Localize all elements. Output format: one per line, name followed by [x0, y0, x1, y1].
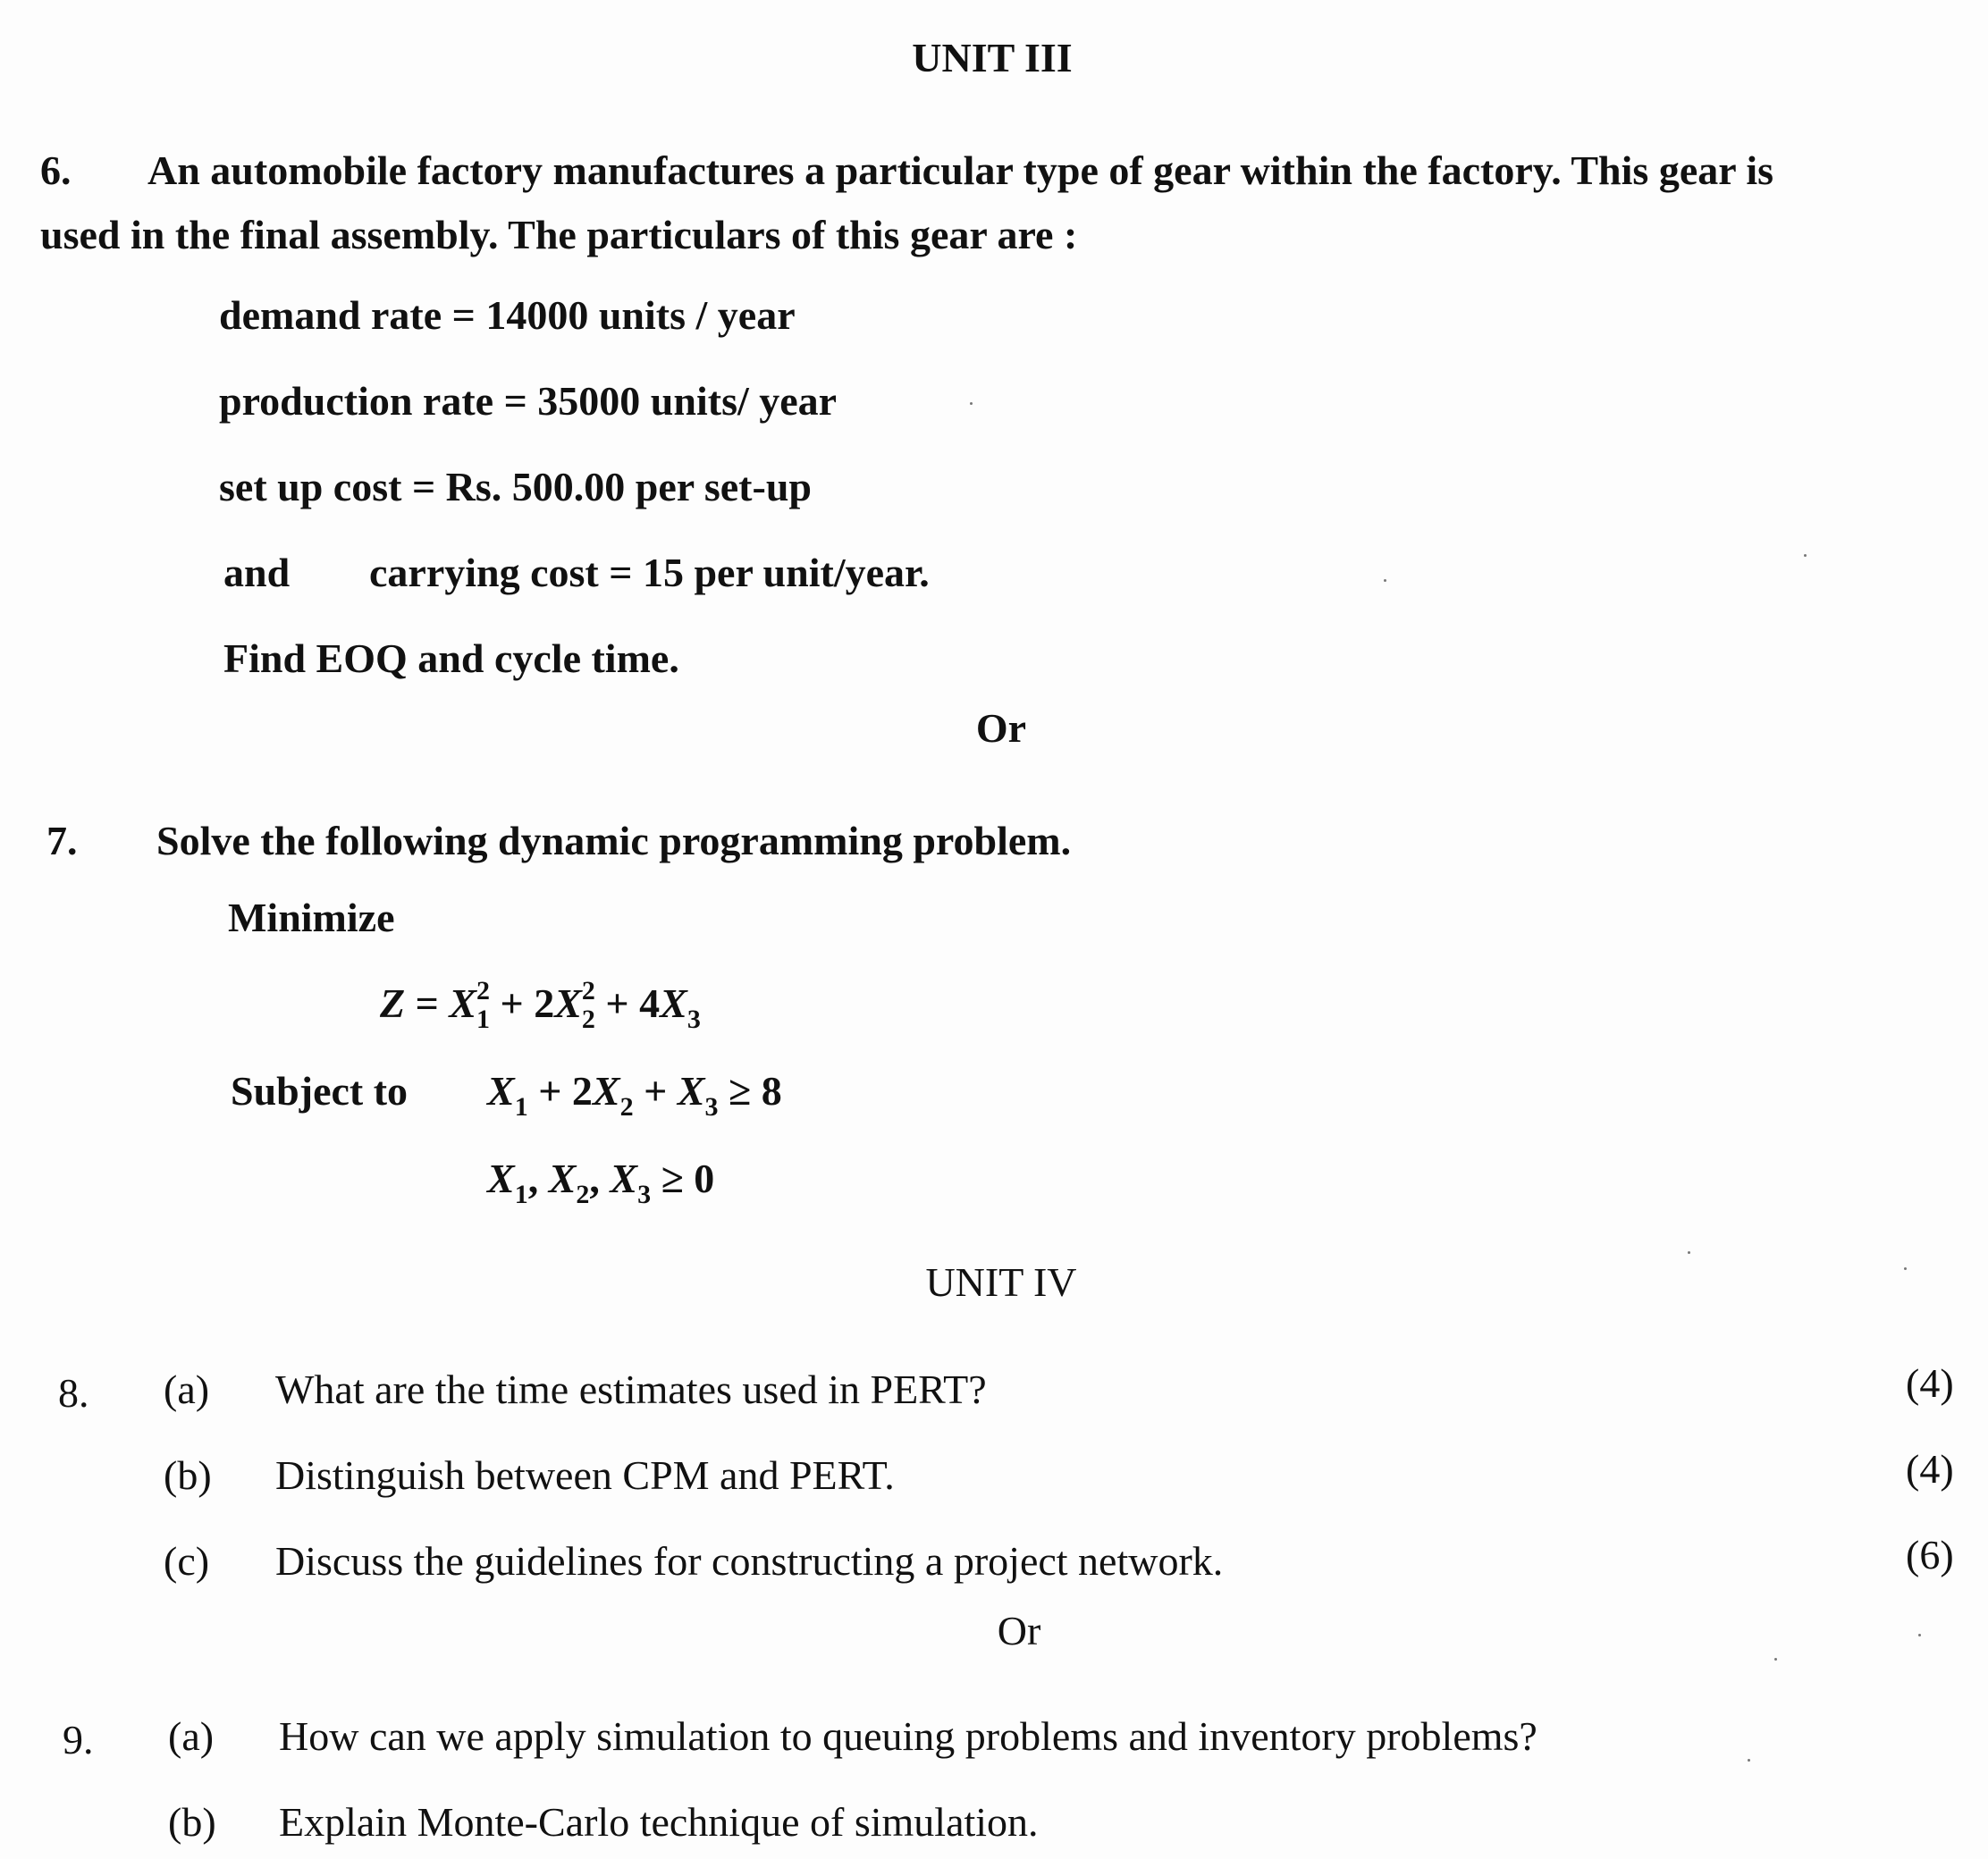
scan-speck: [970, 402, 973, 405]
scan-speck: [1804, 554, 1807, 557]
constraint-2: [487, 1156, 715, 1209]
part-label: (c): [164, 1538, 210, 1584]
coefficient-term: + 2: [490, 980, 555, 1026]
objective-function: [380, 976, 701, 1034]
subscript: 1: [514, 1092, 528, 1122]
part-text: How can we apply simulation to queuing problems and inventory problems?: [279, 1713, 1537, 1759]
constraint-1: [487, 1068, 782, 1122]
x-variable: X: [487, 1068, 515, 1114]
subscript: 2: [619, 1092, 634, 1122]
scan-speck: [1774, 1658, 1777, 1661]
question-6-number: 6.: [40, 147, 72, 193]
x-variable: X: [548, 1156, 577, 1201]
question-6-line-1: An automobile factory manufactures a particular type of gear within the factory. This gear is: [147, 147, 1773, 193]
question-8-number: 8.: [58, 1370, 89, 1416]
demand-rate: demand rate = 14000 units / year: [219, 292, 796, 338]
subscript: 2: [581, 1005, 595, 1034]
equals-sign: =: [405, 980, 450, 1026]
unit-iii-heading: UNIT III: [912, 35, 1073, 80]
x-variable: X: [487, 1156, 515, 1201]
subscript: 2: [576, 1180, 590, 1209]
minimize-label: Minimize: [228, 895, 395, 940]
question-9-number: 9.: [63, 1717, 94, 1762]
marks: (6): [1906, 1532, 1954, 1577]
question-7-number: 7.: [46, 818, 78, 863]
z-variable: Z: [380, 980, 406, 1026]
x-variable: X: [677, 1068, 705, 1114]
coefficient-term: + 2: [527, 1068, 593, 1114]
exponent: 2: [581, 976, 595, 1005]
comma: ,: [589, 1156, 611, 1201]
setup-cost: set up cost = Rs. 500.00 per set-up: [219, 464, 812, 509]
x-variable: X: [592, 1068, 620, 1114]
part-text: Discuss the guidelines for constructing a project network.: [275, 1538, 1224, 1584]
question-6-line-2: used in the final assembly. The particulars of this gear are :: [40, 212, 1078, 257]
x-variable: X: [554, 980, 582, 1026]
subscript: 3: [637, 1180, 652, 1209]
scan-speck: [1384, 579, 1386, 582]
part-label: (b): [168, 1799, 216, 1845]
subscript: 3: [704, 1092, 719, 1122]
production-rate: production rate = 35000 units/ year: [219, 378, 838, 424]
plus-sign: +: [633, 1068, 678, 1114]
comma: ,: [527, 1156, 549, 1201]
subscript: 1: [476, 1005, 491, 1034]
part-text: Distinguish between CPM and PERT.: [275, 1452, 895, 1498]
part-text: Explain Monte-Carlo technique of simulation.: [279, 1799, 1039, 1845]
scan-speck: [1748, 1759, 1750, 1762]
scan-speck: [1688, 1251, 1690, 1254]
find-instruction: Find EOQ and cycle time.: [223, 635, 679, 681]
unit-iv-heading: UNIT IV: [925, 1259, 1077, 1305]
scan-speck: [1918, 1634, 1921, 1636]
carrying-cost: carrying cost = 15 per unit/year.: [369, 550, 930, 595]
coefficient-term: + 4: [594, 980, 661, 1026]
inequality-rhs: ≥ 0: [651, 1156, 715, 1201]
x-variable: X: [660, 980, 687, 1026]
subject-to-label: Subject to: [231, 1068, 409, 1114]
or-separator-2: Or: [997, 1608, 1041, 1653]
or-separator-1: Or: [975, 705, 1027, 751]
exponent: 2: [476, 976, 491, 1005]
inequality-rhs: ≥ 8: [718, 1068, 782, 1114]
subscript: 3: [687, 1005, 701, 1034]
part-label: (a): [168, 1713, 215, 1759]
part-text: What are the time estimates used in PERT?: [275, 1367, 987, 1412]
question-7-text: Solve the following dynamic programming problem.: [156, 818, 1072, 863]
marks: (4): [1906, 1446, 1954, 1492]
marks: (4): [1906, 1360, 1954, 1406]
scan-speck: [1904, 1267, 1907, 1270]
part-label: (a): [164, 1367, 210, 1412]
subscript: 1: [514, 1180, 528, 1209]
and-label: and: [223, 550, 291, 595]
x-variable: X: [610, 1156, 638, 1201]
x-variable: X: [449, 980, 477, 1026]
part-label: (b): [164, 1452, 212, 1498]
